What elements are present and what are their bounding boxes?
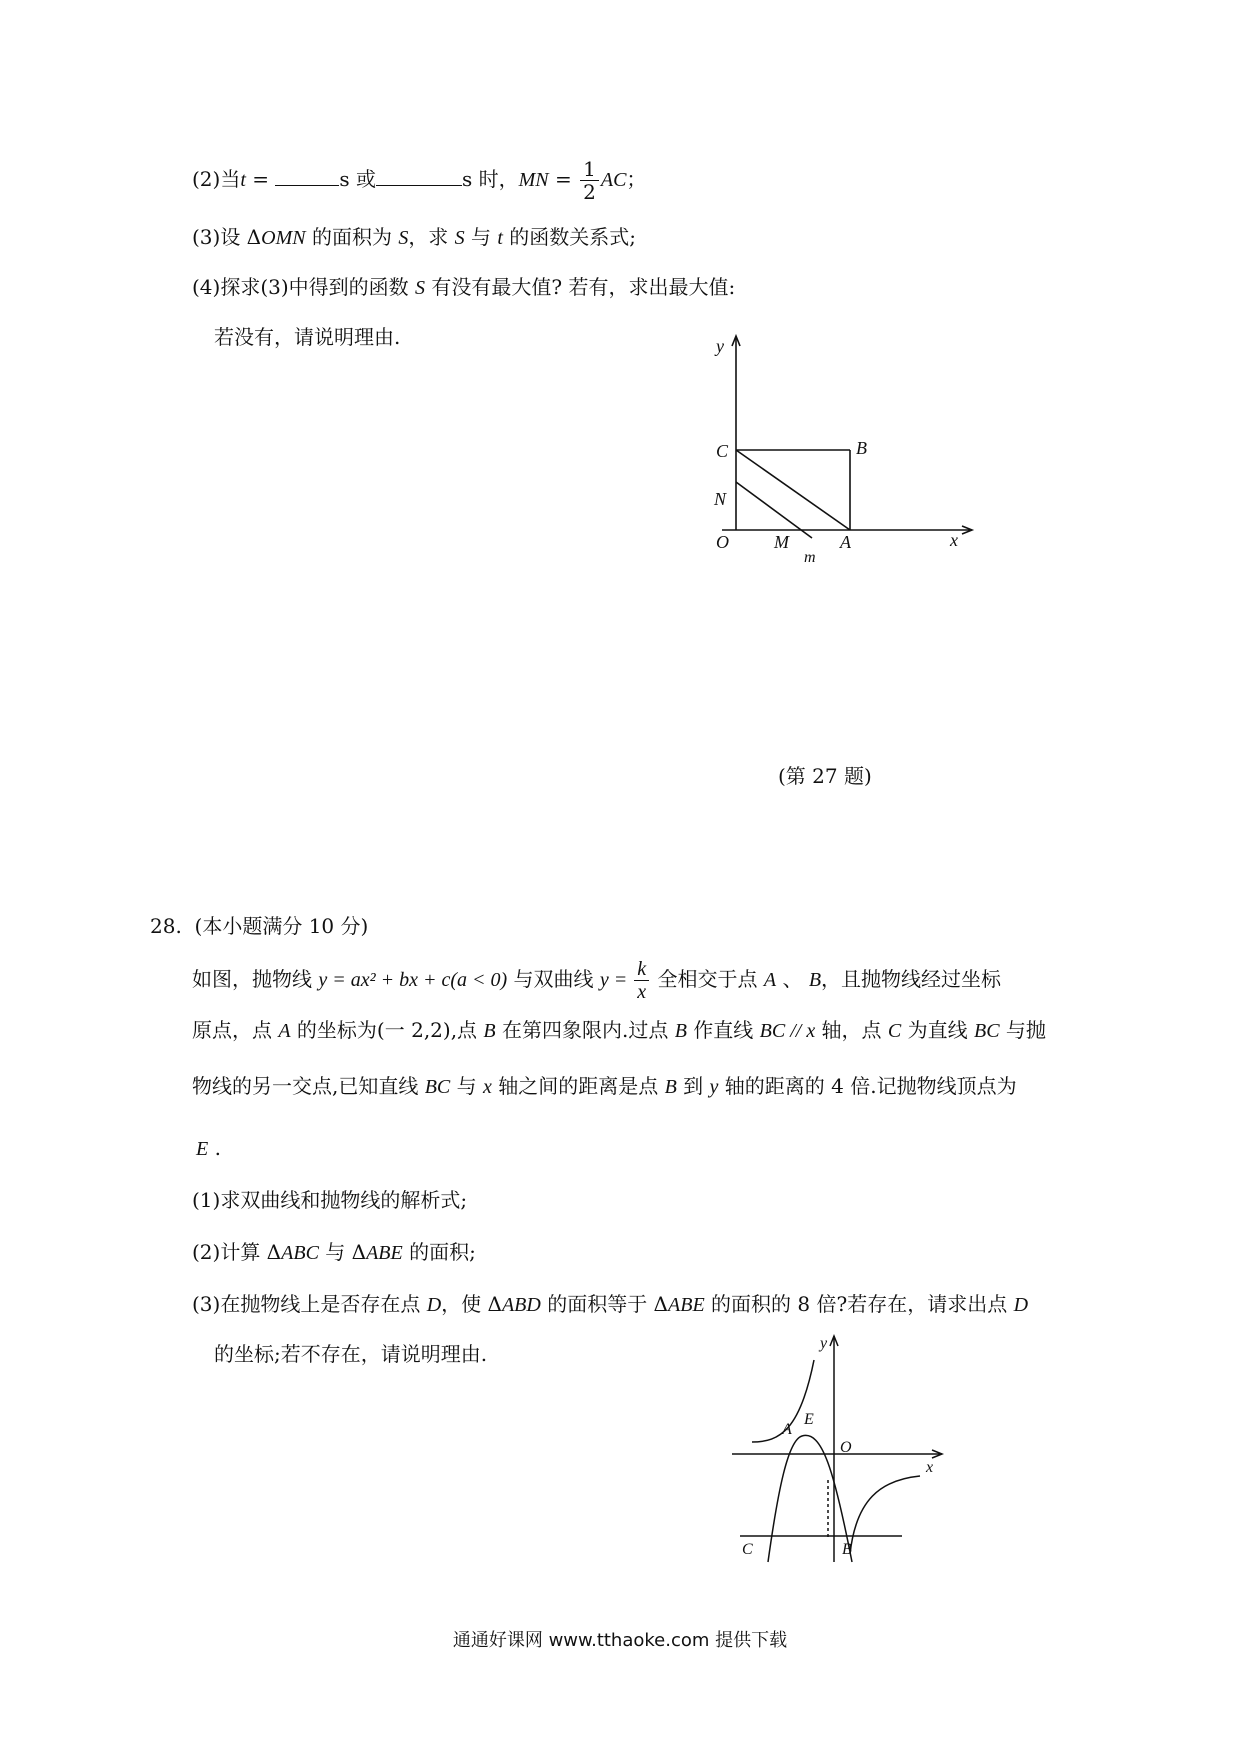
q27-part3: (3)设 ΔOMN 的面积为 S，求 S 与 t 的函数关系式; [192, 225, 637, 249]
q28-part1: (1)求双曲线和抛物线的解析式; [192, 1188, 468, 1212]
q28-part2: (2)计算 ΔABC 与 ΔABE 的面积; [192, 1240, 476, 1264]
label-x: x [926, 1459, 934, 1476]
label-y: y [716, 336, 724, 356]
label-b: B [842, 1541, 852, 1558]
q28-part3: (3)在抛物线上是否存在点 D，使 ΔABD 的面积等于 ΔABE 的面积的 8 倍?若存在，请求出点 D [192, 1292, 1029, 1316]
answer-blank-1[interactable] [275, 167, 339, 186]
q27-caption: (第 27 题) [778, 764, 872, 788]
q27-part2: (2)当t = s 或 s 时，MN = $\frac{1}{2}$ AC； [192, 157, 647, 204]
label-b: B [856, 438, 867, 458]
q28-line2: 原点，点 A 的坐标为(一 2,2),点 B 在第四象限内.过点 B 作直线 BC // x 轴，点 C 为直线 BC 与抛 [192, 1018, 1046, 1042]
label-c: C [742, 1541, 753, 1558]
label-y: y [820, 1335, 828, 1352]
label-e: E [804, 1411, 814, 1428]
label-m: M [774, 532, 789, 552]
fraction-one-half: $\frac{1}{2}$ [580, 158, 599, 203]
label-c: C [716, 441, 729, 461]
q28-header: 28. (本小题满分 10 分) [150, 914, 369, 938]
segment-ca [736, 450, 850, 530]
q27-figure [700, 330, 980, 580]
q28-line3: 物线的另一交点,已知直线 BC 与 x 轴之间的距离是点 B 到 y 轴的距离的 4 倍.记抛物线顶点为 [192, 1074, 1017, 1098]
label-line-m: m [804, 549, 816, 566]
label-o: O [840, 1439, 852, 1456]
q28-line1: 如图，抛物线 y = ax² + bx + c(a < 0) 与双曲线 y = $\frac{k}{x}$ 全相交于点 A 、 B，且抛物线经过坐标 [192, 958, 1002, 1003]
label-n: N [714, 489, 727, 509]
q28-figure [730, 1330, 950, 1570]
label-a: A [840, 532, 851, 552]
q28-part3-cont: 的坐标;若不存在，请说明理由. [214, 1342, 488, 1366]
q28-line4: E . [196, 1136, 221, 1160]
answer-blank-2[interactable] [376, 167, 462, 186]
hyperbola-branch-right [850, 1476, 920, 1554]
fraction-k-over-x: $\frac{k}{x}$ [634, 958, 649, 1003]
q27-part4-cont: 若没有，请说明理由. [214, 325, 401, 349]
label-a: A [782, 1421, 792, 1438]
label-o: O [716, 532, 729, 552]
q27-part4: (4)探求(3)中得到的函数 S 有没有最大值? 若有，求出最大值: [192, 275, 736, 299]
page-footer: 通通好课网 www.tthaoke.com 提供下载 [452, 1630, 788, 1651]
label-x: x [950, 530, 958, 550]
